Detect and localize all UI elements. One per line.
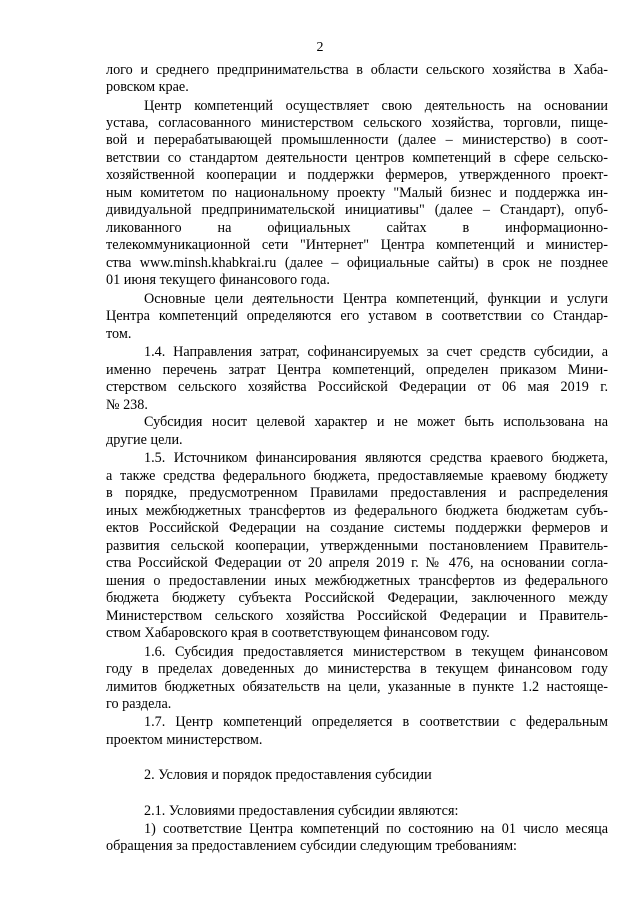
text-line: 1.5. Источником финансирования являются средства краевого бюджета, bbox=[144, 450, 608, 466]
text-line: обращения за предоставлением субсидии следующим требованиям: bbox=[106, 838, 517, 854]
text-line: 01 июня текущего финансового года. bbox=[106, 272, 330, 288]
text-line: лого и среднего предпринимательства в области сельского хозяйства в Хаба- bbox=[106, 62, 608, 78]
text-line: том. bbox=[106, 326, 132, 342]
text-line: Субсидия носит целевой характер и не может быть использована на bbox=[144, 414, 608, 430]
text-line: телекоммуникационной сети "Интернет" Центра компетенций и министер- bbox=[106, 237, 608, 253]
text-line: Основные цели деятельности Центра компетенций, функции и услуги bbox=[144, 291, 608, 307]
section-heading: 2. Условия и порядок предоставления субсидии bbox=[144, 767, 432, 783]
text-line: № 238. bbox=[106, 397, 148, 413]
text-line: устава, согласованного министерством сельского хозяйства, торговли, пище- bbox=[106, 115, 608, 131]
text-line: ектов Российской Федерации на создание системы поддержки фермеров и bbox=[106, 520, 608, 536]
text-line: ством Хабаровского края в соответствующем финансовом году. bbox=[106, 625, 490, 641]
text-line: ровском крае. bbox=[106, 79, 189, 95]
text-line: дивидуальной предпринимательской инициативы" (далее – Стандарт), опуб- bbox=[106, 202, 608, 218]
text-line: 1.6. Субсидия предоставляется министерством в текущем финансовом bbox=[144, 644, 608, 660]
text-line: 1.4. Направления затрат, софинансируемых за счет средств субсидии, а bbox=[144, 344, 608, 360]
text-line: стерством сельского хозяйства Российской Федерации от 06 мая 2019 г. bbox=[106, 379, 608, 395]
text-line: шения о предоставлении иных межбюджетных трансфертов из федерального bbox=[106, 573, 608, 589]
text-line: вой и перерабатывающей промышленности (далее – министерство) в соот- bbox=[106, 132, 608, 148]
text-line: в порядке, предусмотренном Правилами предоставления и распределения bbox=[106, 485, 608, 501]
text-line: го раздела. bbox=[106, 696, 172, 712]
text-line: 1.7. Центр компетенций определяется в соответствии с федеральным bbox=[144, 714, 608, 730]
text-line: ветствии со стандартом деятельности центров компетенций в сфере сельско- bbox=[106, 150, 608, 166]
text-line: ным комитетом по национальному проекту "Малый бизнес и поддержка ин- bbox=[106, 185, 608, 201]
text-line: Министерством сельского хозяйства Российской Федерации и Правитель- bbox=[106, 608, 608, 624]
text-line: хозяйственной кооперации и поддержки фермеров, утвержденного проект- bbox=[106, 167, 608, 183]
text-line: именно перечень затрат Центра компетенций, определен приказом Мини- bbox=[106, 362, 608, 378]
text-line: году в пределах доведенных до министерства в текущем финансовом году bbox=[106, 661, 608, 677]
text-line: иных межбюджетных трансфертов из федерального бюджета бюджетам субъ- bbox=[106, 503, 608, 519]
text-line: ликованного на официальных сайтах в информационно- bbox=[106, 220, 608, 236]
text-line: 2.1. Условиями предоставления субсидии являются: bbox=[144, 803, 459, 819]
page-number: 2 bbox=[316, 40, 324, 55]
text-line: ства www.minsh.khabkrai.ru (далее – официальные сайты) в срок не позднее bbox=[106, 255, 608, 271]
text-line: а также средства федерального бюджета, предоставляемые краевому бюджету bbox=[106, 468, 608, 484]
text-line: 1) соответствие Центра компетенций по состоянию на 01 число месяца bbox=[144, 821, 608, 837]
text-line: бюджета бюджету субъекта Российской Федерации, заключенного между bbox=[106, 590, 608, 606]
text-line: развития сельской кооперации, утвержденными постановлением Правитель- bbox=[106, 538, 608, 554]
text-line: другие цели. bbox=[106, 432, 183, 448]
text-line: Центра компетенций определяются его уставом в соответствии со Стандар- bbox=[106, 308, 608, 324]
text-line: лимитов бюджетных обязательств на цели, указанные в пункте 1.2 настояще- bbox=[106, 679, 608, 695]
text-line: проектом министерством. bbox=[106, 732, 263, 748]
text-line: ства Российской Федерации от 20 апреля 2019 г. № 476, на основании согла- bbox=[106, 555, 608, 571]
text-line: Центр компетенций осуществляет свою деятельность на основании bbox=[144, 98, 608, 114]
